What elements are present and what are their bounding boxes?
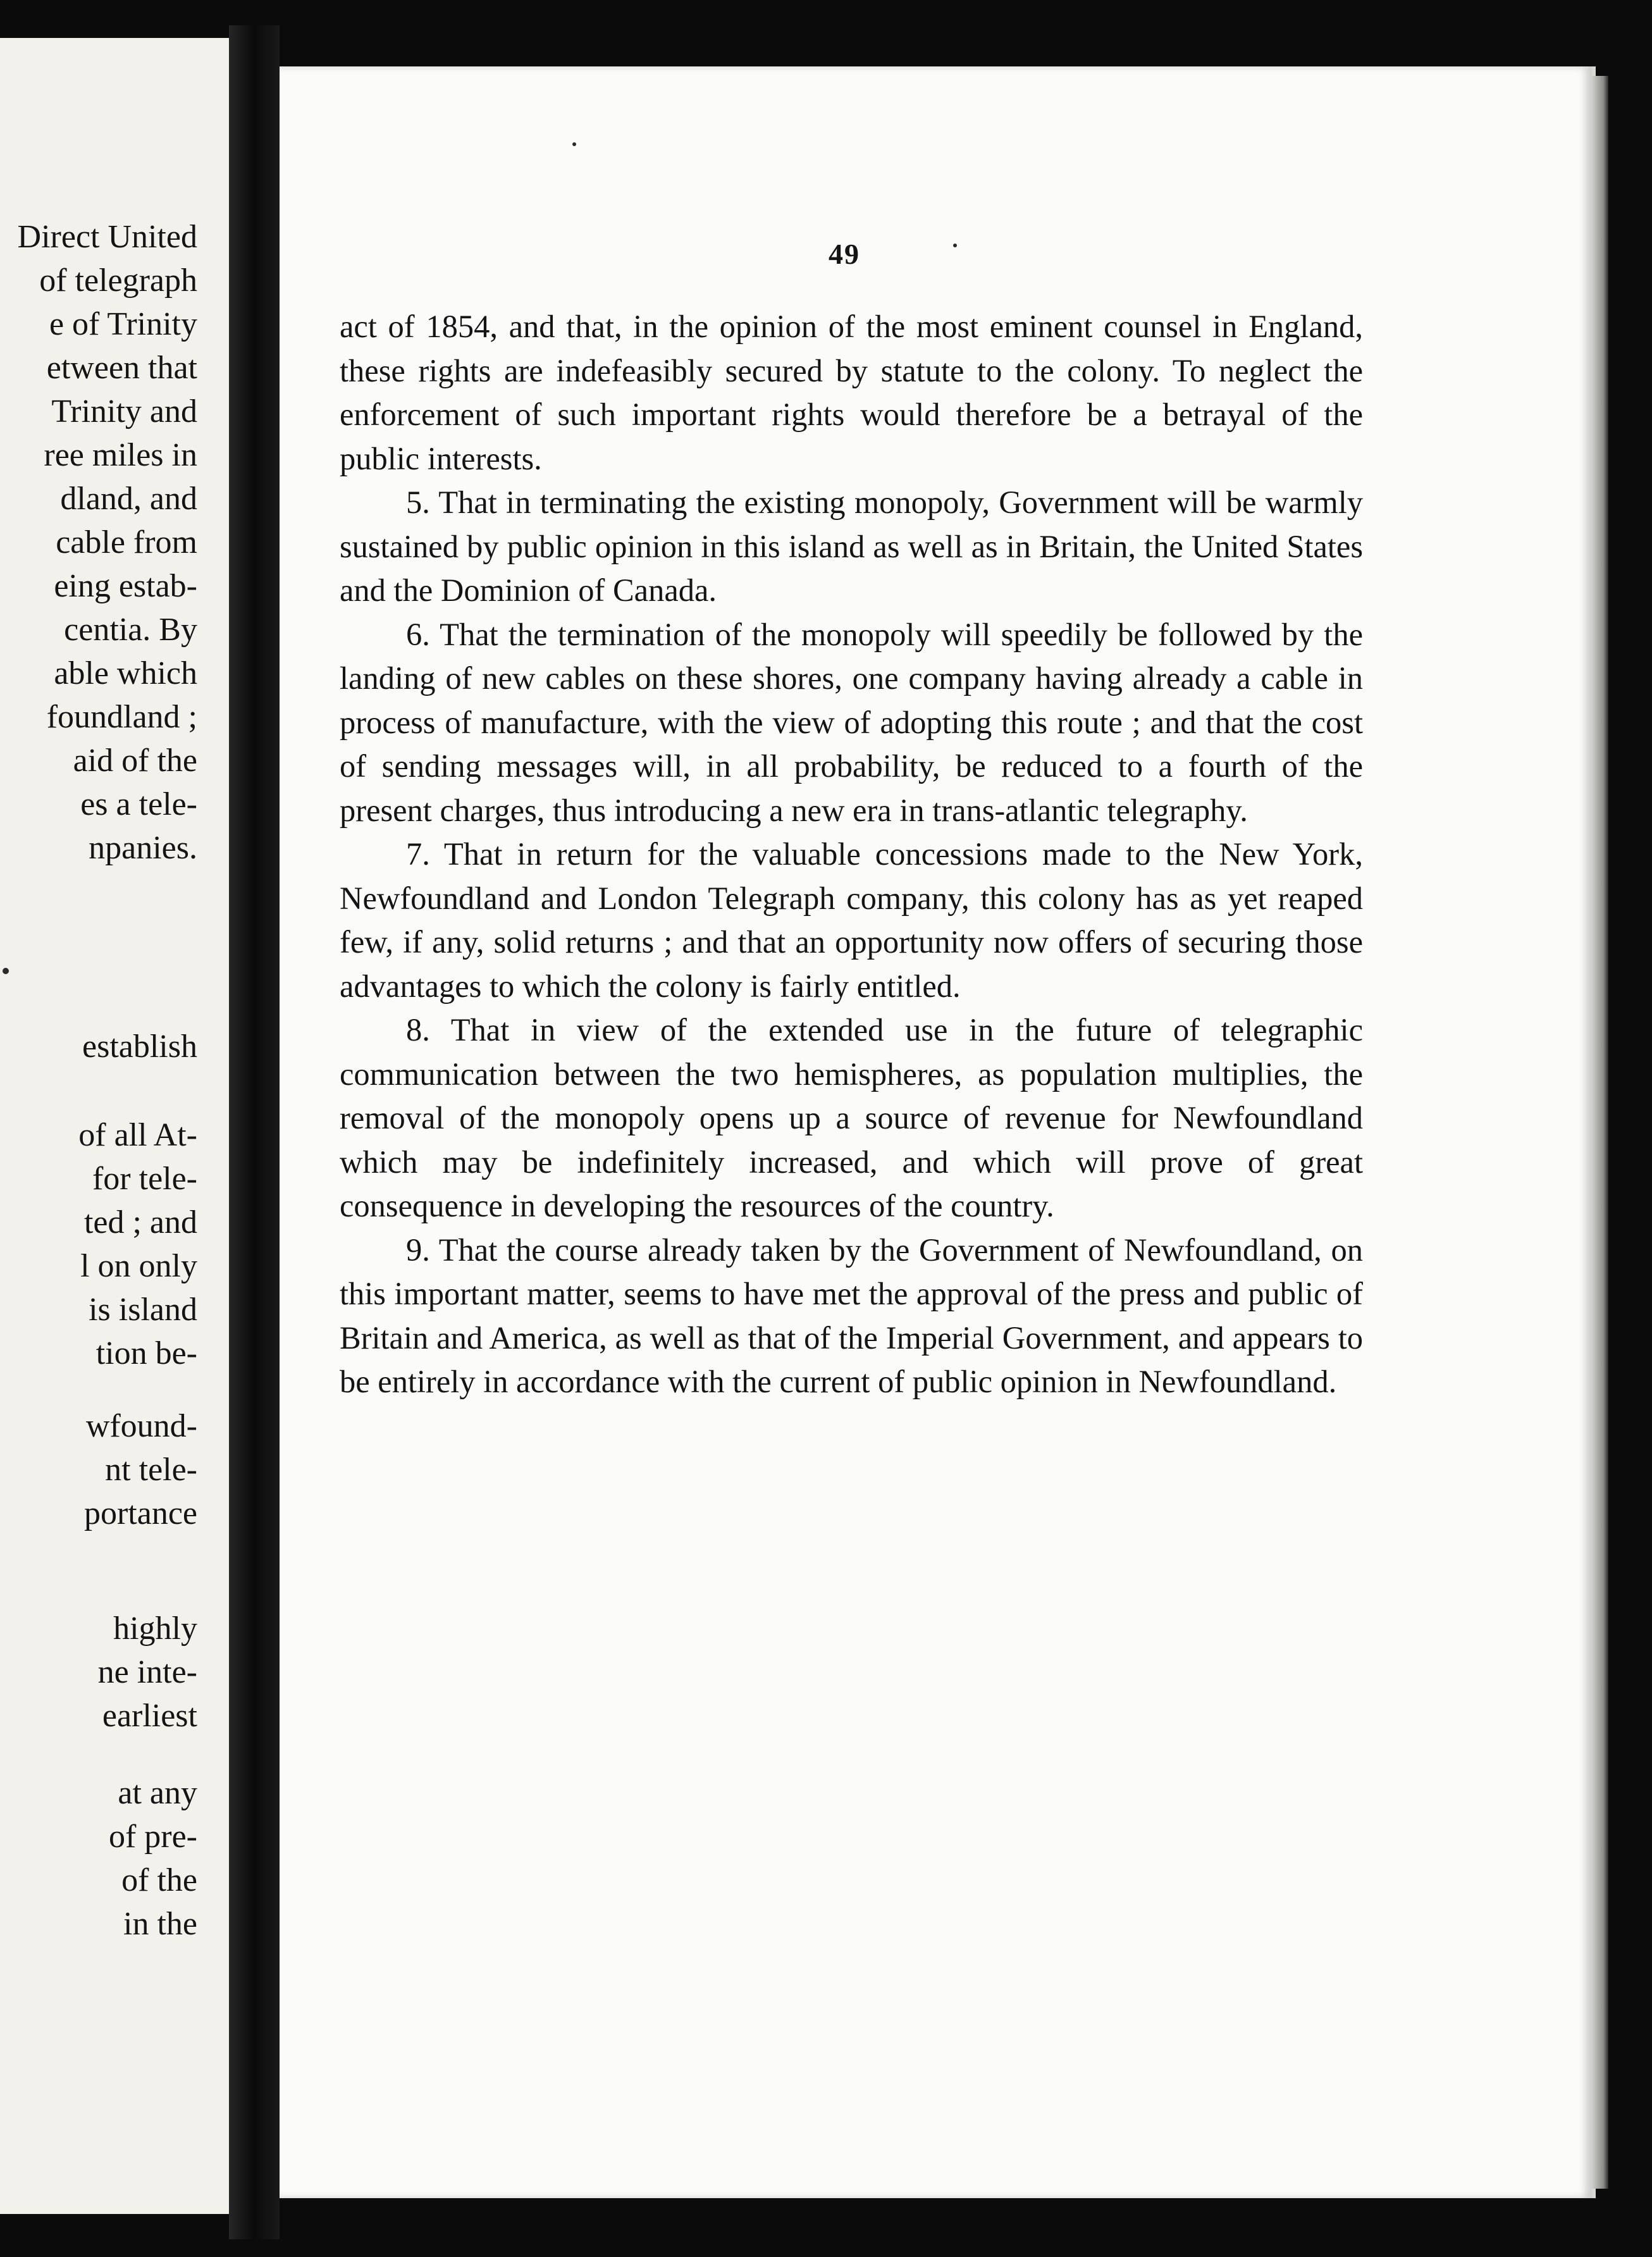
left-page-line: es a tele- <box>80 786 197 822</box>
left-page-line: in the <box>123 1906 197 1942</box>
speck-mark <box>3 968 9 974</box>
left-page-line: centia. By <box>64 612 197 648</box>
paragraph-9: 9. That the course already taken by the Government of Newfoundland, on this important matter, seems to have met the approval of the press and public of Britain and America, as well as that of the Imperial Government, and appears to be entirely in accordance with the current of public opinion in Newfoundland. <box>340 1232 1363 1399</box>
left-page-line: Direct United <box>17 219 197 255</box>
left-page-line: for tele- <box>92 1161 197 1197</box>
speck-mark <box>572 142 576 146</box>
paragraph-8: 8. That in view of the extended use in the future of telegraphic communication between the two hemispheres, as population multiplies, the removal of the monopoly opens up a source of revenue for Newfoundland which may be indefinitely increased, and which will prove of great consequence in developing the resources of the country. <box>340 1012 1363 1223</box>
left-page-line: foundland ; <box>46 699 197 735</box>
speck-mark <box>953 244 957 247</box>
left-page-line: earliest <box>102 1698 197 1734</box>
left-page-line: at any <box>118 1775 197 1811</box>
left-page-line: dland, and <box>60 481 197 517</box>
left-page-line: wfound- <box>85 1408 197 1444</box>
book-gutter <box>229 25 280 2239</box>
page-body-text <box>340 305 1363 1404</box>
left-page-line: l on only <box>80 1248 197 1284</box>
left-page-line: of telegraph <box>39 263 197 299</box>
left-page-line: npanies. <box>89 830 197 866</box>
left-page-line: ree miles in <box>44 437 197 473</box>
paragraph-5: 5. That in terminating the existing monopoly, Government will be warmly sustained by public opinion in this island as well as in Britain, the United States and the Dominion of Canada. <box>340 485 1363 608</box>
page-number: 49 <box>829 238 860 270</box>
paragraph-continuation: act of 1854, and that, in the opinion of the most eminent counsel in England, these rights are indefeasibly secured by statute to the colony. To neglect the enforcement of such important rights would therefore be a betrayal of the public interests. <box>340 309 1363 476</box>
left-page-line: nt tele- <box>105 1452 197 1488</box>
left-page-line: etween that <box>46 350 197 386</box>
left-page-line: e of Trinity <box>49 306 197 342</box>
left-page-line: tion be- <box>96 1335 197 1371</box>
left-page-line: establish <box>82 1029 197 1065</box>
left-page-line: ne inte- <box>97 1654 197 1690</box>
left-page-line: is island <box>89 1292 197 1328</box>
page-edge-shadow <box>1592 76 1608 2189</box>
left-page-line: aid of the <box>73 743 197 779</box>
left-page-line: of pre- <box>108 1819 197 1855</box>
left-page-line: Trinity and <box>51 393 197 430</box>
left-page-line: eing estab- <box>54 568 197 604</box>
paragraph-6: 6. That the termination of the monopoly will speedily be followed by the landing of new cables on these shores, one company having already a cable in process of manufacture, with the view of adopting this route ; and that the cost of sending messages will, in all probability, be reduced to a fourth of the present charges, thus introducing a new era in trans-atlantic telegraphy. <box>340 616 1363 828</box>
left-page-line: of all At- <box>78 1117 197 1153</box>
left-facing-page <box>0 38 229 2214</box>
left-page-line: highly <box>113 1611 197 1647</box>
left-page-line: able which <box>54 655 197 691</box>
paragraph-7: 7. That in return for the valuable concessions made to the New York, Newfoundland and London Telegraph company, this colony has as yet reaped few, if any, solid returns ; and that an opportunity now offers of securing those advantages to which the colony is fairly entitled. <box>340 836 1363 1004</box>
left-page-line: portance <box>83 1495 197 1531</box>
left-page-line: of the <box>121 1862 197 1898</box>
left-page-line: ted ; and <box>83 1204 197 1240</box>
left-page-line: cable from <box>56 524 197 560</box>
